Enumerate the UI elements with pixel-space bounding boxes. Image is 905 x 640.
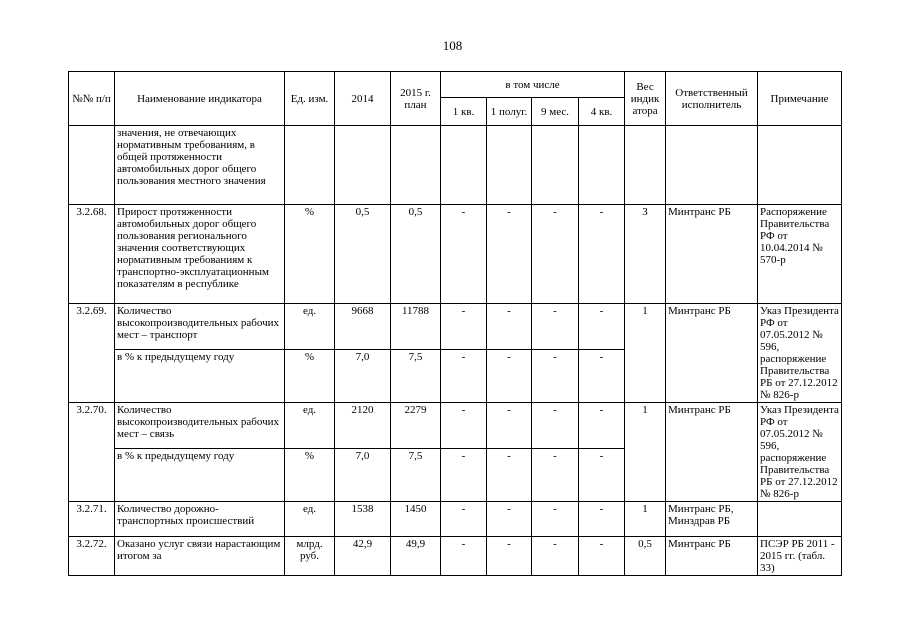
header-weight: Вес индик атора	[625, 72, 666, 126]
cell-responsible: Минтранс РБ	[666, 304, 758, 403]
cell-q4: -	[579, 403, 625, 449]
cell-note: Распоряжение Правительства РФ от 10.04.2014 № 570-р	[758, 205, 842, 304]
cell-note: ПСЭР РБ 2011 - 2015 гг. (табл. 33)	[758, 537, 842, 576]
cell-2014: 9668	[335, 304, 391, 350]
cell-9m: -	[532, 537, 579, 576]
cell-responsible: Минтранс РБ	[666, 205, 758, 304]
cell-q4: -	[579, 537, 625, 576]
cell-q4: -	[579, 304, 625, 350]
cell-unit: млрд. руб.	[285, 537, 335, 576]
cell-num: 3.2.71.	[69, 502, 115, 537]
header-num: №№ п/п	[69, 72, 115, 126]
table-row	[69, 537, 842, 576]
cell-q1: -	[441, 304, 487, 350]
cell-2014: 7,0	[335, 349, 391, 402]
indicator-table	[68, 71, 842, 576]
cell-2015: 7,5	[391, 349, 441, 402]
cell-2014: 2120	[335, 403, 391, 449]
header-unit: Ед. изм.	[285, 72, 335, 126]
header-note: Примечание	[758, 72, 842, 126]
cell-unit: %	[285, 205, 335, 304]
cell-unit: %	[285, 448, 335, 501]
header-responsible: Ответственный исполнитель	[666, 72, 758, 126]
cell-name: Прирост протяженности автомобильных дорог общего пользования регионального значения соответствующих нормативным требованиям к транспортно-эксплуатационным показателям в республике	[115, 205, 285, 304]
cell-num: 3.2.68.	[69, 205, 115, 304]
cell-half: -	[487, 448, 532, 501]
header-q1: 1 кв.	[441, 98, 487, 126]
cell-name: Количество высокопроизводительных рабочих мест – транспорт	[115, 304, 285, 350]
cell-weight: 1	[625, 502, 666, 537]
table-row	[69, 502, 842, 537]
header-row	[69, 72, 842, 98]
cell-q1: -	[441, 448, 487, 501]
cell-name: Оказано услуг связи нарастающим итогом за	[115, 537, 285, 576]
cell-q4: -	[579, 205, 625, 304]
cell-responsible: Минтранс РБ	[666, 537, 758, 576]
header-2015: 2015 г. план	[391, 72, 441, 126]
cell-half: -	[487, 304, 532, 350]
cell-9m: -	[532, 349, 579, 402]
cell-q1: -	[441, 205, 487, 304]
cell-num	[69, 126, 115, 205]
cell-9m: -	[532, 502, 579, 537]
cell-note: Указ Президента РФ от 07.05.2012 № 596, распоряжение Правительства РБ от 27.12.2012 № 826-р	[758, 304, 842, 403]
header-name: Наименование индикатора	[115, 72, 285, 126]
cell-weight: 1	[625, 403, 666, 502]
cell-2015: 7,5	[391, 448, 441, 501]
cell-half: -	[487, 349, 532, 402]
cell-2015: 0,5	[391, 205, 441, 304]
cell-2015: 11788	[391, 304, 441, 350]
cell-responsible: Минтранс РБ	[666, 403, 758, 502]
header-half: 1 полуг.	[487, 98, 532, 126]
cell-2015: 2279	[391, 403, 441, 449]
cell-2015: 1450	[391, 502, 441, 537]
cell-num: 3.2.69.	[69, 304, 115, 403]
cell-half: -	[487, 537, 532, 576]
header-q4: 4 кв.	[579, 98, 625, 126]
cell-name: Количество дорожно-транспортных происшествий	[115, 502, 285, 537]
cell-q4: -	[579, 502, 625, 537]
cell-name: в % к предыдущему году	[115, 349, 285, 402]
cell-q1: -	[441, 349, 487, 402]
cell-unit: ед.	[285, 403, 335, 449]
header-including: в том числе	[441, 72, 625, 98]
header-9m: 9 мес.	[532, 98, 579, 126]
cell-2014: 42,9	[335, 537, 391, 576]
cell-q1: -	[441, 502, 487, 537]
cell-weight: 1	[625, 304, 666, 403]
cell-9m: -	[532, 304, 579, 350]
cell-name: Количество высокопроизводительных рабочих мест – связь	[115, 403, 285, 449]
cell-name: в % к предыдущему году	[115, 448, 285, 501]
cell-2014: 0,5	[335, 205, 391, 304]
cell-note	[758, 502, 842, 537]
cell-weight: 3	[625, 205, 666, 304]
cell-9m: -	[532, 403, 579, 449]
page-number: 108	[442, 38, 463, 53]
cell-q4: -	[579, 349, 625, 402]
cell-half: -	[487, 205, 532, 304]
cell-name: значения, не отвечающих нормативным требованиям, в общей протяженности автомобильных дорог общего пользования местного значения	[115, 126, 285, 205]
cell-2014: 1538	[335, 502, 391, 537]
cell-unit: ед.	[285, 502, 335, 537]
cell-half: -	[487, 403, 532, 449]
cell-half: -	[487, 502, 532, 537]
table-row	[69, 403, 842, 449]
cell-q1: -	[441, 403, 487, 449]
table-row	[69, 304, 842, 350]
cell-2014: 7,0	[335, 448, 391, 501]
table-row	[69, 126, 842, 205]
table-row	[69, 205, 842, 304]
cell-num: 3.2.72.	[69, 537, 115, 576]
cell-note: Указ Президента РФ от 07.05.2012 № 596, распоряжение Правительства РБ от 27.12.2012 № 826-р	[758, 403, 842, 502]
cell-unit: ед.	[285, 304, 335, 350]
cell-responsible: Минтранс РБ, Минздрав РБ	[666, 502, 758, 537]
cell-9m: -	[532, 448, 579, 501]
cell-2015: 49,9	[391, 537, 441, 576]
cell-unit: %	[285, 349, 335, 402]
cell-weight: 0,5	[625, 537, 666, 576]
cell-q1: -	[441, 537, 487, 576]
cell-q4: -	[579, 448, 625, 501]
cell-num: 3.2.70.	[69, 403, 115, 502]
header-2014: 2014	[335, 72, 391, 126]
cell-9m: -	[532, 205, 579, 304]
